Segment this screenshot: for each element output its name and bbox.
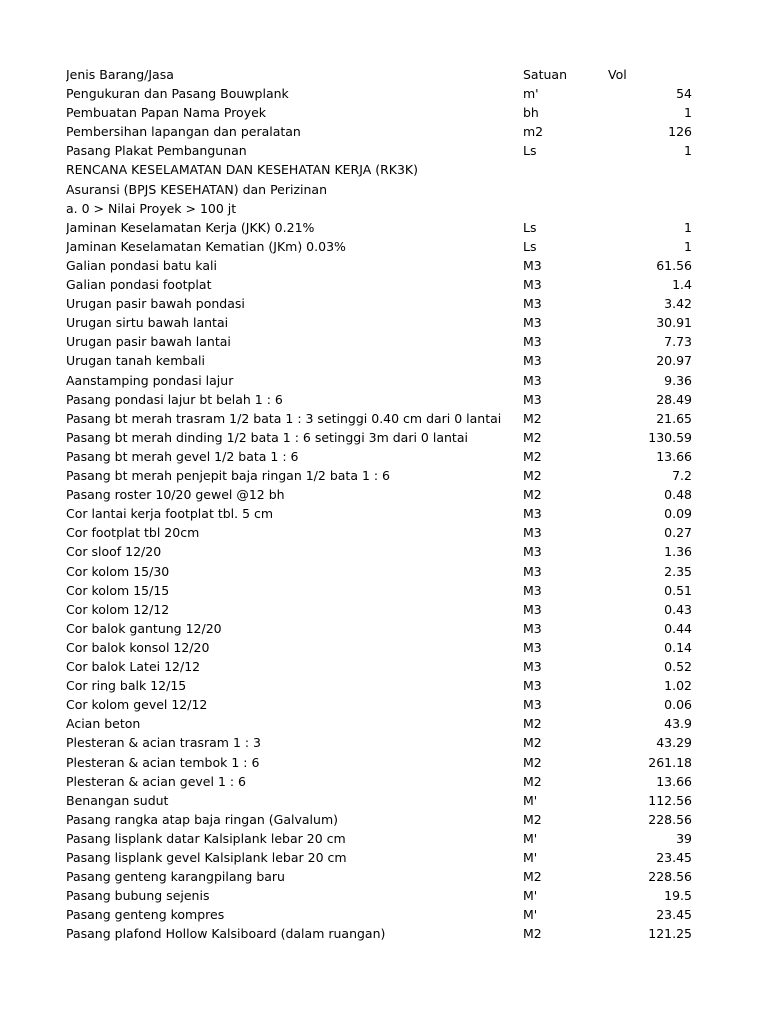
item-cell: Urugan pasir bawah lantai (66, 334, 231, 350)
item-cell: Cor kolom gevel 12/12 (66, 697, 208, 713)
vol-cell: 43.29 (656, 735, 692, 751)
item-cell: Pembersihan lapangan dan peralatan (66, 124, 301, 140)
table-row (66, 581, 696, 600)
item-cell: Cor ring balk 12/15 (66, 678, 187, 694)
table-row (66, 390, 696, 409)
table-row (66, 542, 696, 561)
table-row (66, 180, 696, 199)
table-row (66, 638, 696, 657)
vol-cell: 261.18 (648, 754, 692, 770)
unit-cell: M' (523, 907, 538, 923)
table-row (66, 695, 696, 714)
vol-cell: 1 (684, 105, 692, 121)
item-cell: Acian beton (66, 716, 141, 732)
unit-cell: M2 (523, 448, 542, 464)
vol-cell: 7.2 (672, 468, 692, 483)
unit-cell: M3 (523, 563, 542, 579)
item-cell: Pasang bt merah dinding 1/2 bata 1 : 6 setinggi 3m dari 0 lantai (66, 429, 468, 445)
unit-cell: M3 (523, 525, 542, 541)
vol-cell: 3.42 (664, 296, 692, 312)
table-row (66, 886, 696, 905)
unit-cell: M2 (523, 811, 542, 827)
table-row (66, 810, 696, 829)
table-row (66, 428, 696, 447)
table-row (66, 504, 696, 523)
vol-cell: 21.65 (656, 410, 692, 426)
item-cell: Cor footplat tbl 20cm (66, 525, 200, 541)
table-row (66, 772, 696, 791)
vol-cell: 0.51 (664, 582, 692, 598)
vol-cell: 9.36 (664, 372, 692, 388)
table-row (66, 218, 696, 237)
item-cell: Pasang Plakat Pembangunan (66, 143, 247, 159)
unit-cell: M' (523, 792, 538, 808)
table-row (66, 753, 696, 772)
unit-cell: M2 (523, 429, 542, 445)
header-item: Jenis Barang/Jasa (66, 67, 174, 82)
item-cell: Pasang lisplank datar Kalsiplank lebar 20 cm (66, 830, 346, 846)
vol-cell: 1.4 (672, 277, 692, 292)
table-row (66, 600, 696, 619)
table-row (66, 562, 696, 581)
unit-cell: M3 (523, 601, 542, 617)
table-row (66, 676, 696, 695)
item-cell: Cor lantai kerja footplat tbl. 5 cm (66, 506, 274, 522)
item-cell: Pasang plafond Hollow Kalsiboard (dalam ruangan) (66, 926, 386, 942)
unit-cell: M2 (523, 468, 542, 483)
table-row (66, 275, 696, 294)
vol-cell: 23.45 (656, 907, 692, 923)
item-cell: Urugan pasir bawah pondasi (66, 296, 245, 312)
table-row (66, 867, 696, 886)
item-cell: a. 0 > Nilai Proyek > 100 jt (66, 200, 237, 216)
item-cell: Pasang bt merah trasram 1/2 bata 1 : 3 setinggi 0.40 cm dari 0 lantai (66, 410, 502, 426)
vol-cell: 23.45 (656, 850, 692, 865)
vol-cell: 0.43 (664, 601, 692, 617)
vol-cell: 0.09 (664, 506, 692, 522)
vol-cell: 13.66 (656, 773, 692, 789)
vol-cell: 30.91 (656, 315, 692, 331)
item-cell: RENCANA KESELAMATAN DAN KESEHATAN KERJA (RK3K) (66, 162, 419, 178)
vol-cell: 228.56 (648, 869, 692, 885)
vol-cell: 1.02 (664, 678, 692, 694)
item-cell: Benangan sudut (66, 792, 169, 808)
vol-cell: 1 (684, 238, 692, 254)
vol-cell: 43.9 (664, 716, 692, 732)
table-row (66, 466, 696, 485)
vol-cell: 228.56 (648, 811, 692, 827)
vol-cell: 0.06 (664, 697, 692, 713)
vol-cell: 7.73 (664, 334, 692, 350)
item-cell: Cor balok konsol 12/20 (66, 639, 210, 655)
table-row (66, 447, 696, 466)
table-row (66, 160, 696, 179)
vol-cell: 121.25 (648, 926, 692, 942)
table-row (66, 141, 696, 160)
unit-cell: M2 (523, 735, 542, 751)
header-vol: Vol (608, 67, 627, 82)
unit-cell: M3 (523, 277, 542, 292)
item-cell: Cor kolom 15/15 (66, 582, 170, 598)
item-cell: Cor balok gantung 12/20 (66, 620, 222, 636)
item-cell: Jaminan Keselamatan Kerja (JKK) 0.21% (66, 219, 315, 235)
vol-cell: 13.66 (656, 448, 692, 464)
vol-cell: 1 (684, 143, 692, 159)
table-row (66, 103, 696, 122)
vol-cell: 19.5 (664, 888, 692, 904)
table-row (66, 733, 696, 752)
table-row (66, 256, 696, 275)
item-cell: Galian pondasi footplat (66, 277, 212, 292)
item-cell: Cor kolom 15/30 (66, 563, 170, 579)
unit-cell: M3 (523, 372, 542, 388)
item-cell: Pasang bubung sejenis (66, 888, 210, 904)
unit-cell: M3 (523, 659, 542, 674)
vol-cell: 54 (676, 86, 692, 101)
unit-cell: M2 (523, 754, 542, 770)
unit-cell: M3 (523, 639, 542, 655)
item-cell: Cor kolom 12/12 (66, 601, 170, 617)
unit-cell: M3 (523, 697, 542, 713)
unit-cell: M2 (523, 716, 542, 732)
unit-cell: M2 (523, 926, 542, 942)
table-row (66, 924, 696, 943)
table-row (66, 237, 696, 256)
unit-cell: M3 (523, 506, 542, 522)
vol-cell: 0.27 (664, 525, 692, 541)
item-cell: Urugan sirtu bawah lantai (66, 315, 229, 331)
item-cell: Galian pondasi batu kali (66, 257, 217, 273)
item-cell: Pasang bt merah penjepit baja ringan 1/2 bata 1 : 6 (66, 468, 391, 483)
table-row (66, 294, 696, 313)
unit-cell: M2 (523, 487, 542, 503)
vol-cell: 20.97 (656, 353, 692, 369)
table-row (66, 848, 696, 867)
item-cell: Cor balok Latei 12/12 (66, 659, 201, 674)
table-row (66, 84, 696, 103)
item-cell: Plesteran & acian tembok 1 : 6 (66, 754, 260, 770)
unit-cell: M3 (523, 334, 542, 350)
table-row (66, 409, 696, 428)
vol-cell: 0.14 (664, 639, 692, 655)
unit-cell: Ls (523, 238, 537, 254)
unit-cell: M3 (523, 391, 542, 407)
unit-cell: M3 (523, 257, 542, 273)
item-cell: Pasang bt merah gevel 1/2 bata 1 : 6 (66, 448, 299, 464)
item-cell: Pasang roster 10/20 gewel @12 bh (66, 487, 285, 503)
vol-cell: 61.56 (656, 257, 692, 273)
unit-cell: M3 (523, 315, 542, 331)
item-cell: Pengukuran dan Pasang Bouwplank (66, 86, 289, 101)
item-cell: Pasang pondasi lajur bt belah 1 : 6 (66, 391, 283, 407)
unit-cell: M' (523, 830, 538, 846)
item-cell: Jaminan Keselamatan Kematian (JKm) 0.03% (66, 238, 346, 254)
item-cell: Plesteran & acian gevel 1 : 6 (66, 773, 247, 789)
table-row (66, 523, 696, 542)
unit-cell: Ls (523, 143, 537, 159)
item-cell: Aanstamping pondasi lajur (66, 372, 234, 388)
item-cell: Pasang lisplank gevel Kalsiplank lebar 20 cm (66, 850, 347, 865)
item-cell: Pasang rangka atap baja ringan (Galvalum) (66, 811, 339, 827)
vol-cell: 126 (668, 124, 692, 140)
table-row (66, 371, 696, 390)
vol-cell: 0.48 (664, 487, 692, 503)
unit-cell: M3 (523, 678, 542, 694)
table-row (66, 351, 696, 370)
item-cell: Pembuatan Papan Nama Proyek (66, 105, 267, 121)
vol-cell: 0.44 (664, 620, 692, 636)
table-row (66, 619, 696, 638)
unit-cell: M3 (523, 582, 542, 598)
unit-cell: M3 (523, 620, 542, 636)
unit-cell: bh (523, 105, 539, 121)
unit-cell: Ls (523, 219, 537, 235)
unit-cell: M2 (523, 773, 542, 789)
table-row (66, 485, 696, 504)
table-row (66, 199, 696, 218)
unit-cell: M2 (523, 869, 542, 885)
vol-cell: 28.49 (656, 391, 692, 407)
table-row (66, 714, 696, 733)
vol-cell: 112.56 (648, 792, 692, 808)
item-cell: Plesteran & acian trasram 1 : 3 (66, 735, 262, 751)
unit-cell: M3 (523, 353, 542, 369)
item-cell: Urugan tanah kembali (66, 353, 205, 369)
table-row (66, 657, 696, 676)
unit-cell: m2 (523, 124, 544, 140)
table-row (66, 122, 696, 141)
vol-cell: 1 (684, 219, 692, 235)
unit-cell: M' (523, 850, 538, 865)
item-cell: Pasang genteng kompres (66, 907, 225, 923)
item-cell: Pasang genteng karangpilang baru (66, 869, 285, 885)
vol-cell: 0.52 (664, 659, 692, 674)
item-cell: Asuransi (BPJS KESEHATAN) dan Perizinan (66, 181, 327, 197)
table-row (66, 791, 696, 810)
vol-cell: 39 (676, 830, 692, 846)
item-cell: Cor sloof 12/20 (66, 544, 162, 560)
vol-cell: 130.59 (648, 429, 692, 445)
table-row (66, 905, 696, 924)
table-row (66, 313, 696, 332)
unit-cell: M3 (523, 296, 542, 312)
unit-cell: M3 (523, 544, 542, 560)
unit-cell: m' (523, 86, 539, 101)
table-row (66, 332, 696, 351)
header-row (66, 65, 696, 84)
table-row (66, 829, 696, 848)
vol-cell: 2.35 (664, 563, 692, 579)
header-unit: Satuan (523, 67, 568, 82)
unit-cell: M2 (523, 410, 542, 426)
vol-cell: 1.36 (664, 544, 692, 560)
unit-cell: M' (523, 888, 538, 904)
